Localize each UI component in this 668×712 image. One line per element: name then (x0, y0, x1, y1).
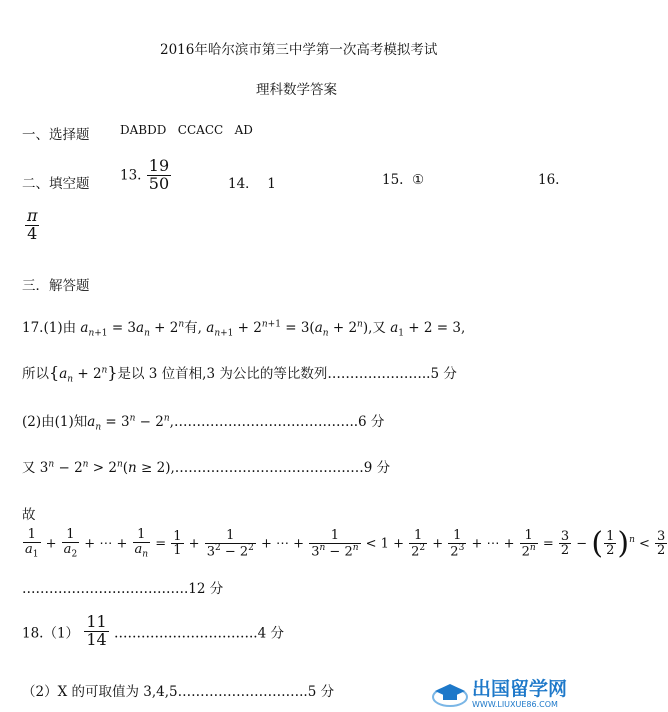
q17-l3-suffix: ,…………………………………..6 分 (169, 414, 385, 430)
q18-l1-prefix: 18.（1） (22, 625, 80, 642)
q16-denominator: 4 (27, 223, 38, 243)
sec1-answers: DABDD CCACC AD (120, 123, 253, 137)
sec3-heading: 三．解答题 (22, 278, 90, 294)
graduation-cap-icon (432, 681, 468, 707)
doc-subtitle: 理科数学答案 (256, 82, 337, 98)
q13-answer (120, 158, 172, 193)
q14-answer: 14． 1 (228, 176, 276, 192)
q17-line1: 17.(1)由 $a_{n+1} = 3a_n + 2^n$有, $a_{n+1} + 2^{n+1} = 3(a_n + 2^n)$,又 $a_1 + 2 = 3$, (22, 319, 466, 339)
q13-label: 13. (120, 167, 142, 184)
q13-numerator: 19 (148, 156, 170, 175)
doc-title: 2016年哈尔滨市第三中学第一次高考模拟考试 (160, 42, 438, 58)
q16-fraction (25, 208, 40, 243)
q18-fraction (84, 614, 108, 649)
q18-line1 (22, 614, 284, 649)
q17-l3-prefix: (2)由(1)知 (22, 414, 88, 430)
q17-l4-prefix: 又 (22, 460, 36, 476)
q17-l1-mid: 有, (184, 320, 202, 336)
sec2-heading: 二、填空题 (22, 176, 90, 192)
q17-line3: (2)由(1)知$a_n = 3^n$ − $2^n,\dots\dots\dots\dots\dots\dots\dots\dots\dots\dots\dots\dots\dots..6$ 分 (22, 413, 385, 433)
q17-line4: 又 $3^n - 2^n > 2^n(n$ ≥ 2),……………………………………9 分 (22, 459, 391, 476)
watermark-logo (432, 678, 592, 710)
q17-line6-tail: ……………………………….12 分 (22, 581, 224, 597)
q17-l2-prefix: 所以 (22, 366, 49, 382)
sec1-heading: 一、选择题 (22, 127, 90, 143)
q17-l2-suffix: 是以 3 位首相,3 为公比的等比数列…………………..5 分 (117, 366, 457, 382)
q18-numerator: 11 (86, 612, 107, 631)
q16-answer (24, 208, 41, 243)
q17-inequality: $\frac{1}{a_1}$ + $\frac{1}{a_2}$ + ⋯ + $\frac{1}{a_n}$ = $\frac{1}{1}$ + $\frac{1}{3^2 - 2^2}$ + ⋯ + $\frac{1}{3^n - 2^n}$ < 1 + $\frac{1}{2^2}$ + $\frac{1}{2^3}$ + ⋯ + $\frac{1}{2^n}$ = $\frac{3}{2}$ − ( $\frac{1}{2}$ )$^n$ < $\frac{3}{2}$ (25, 525, 666, 561)
q18-l1-suffix: …………………………..4 分 (114, 625, 284, 642)
watermark-text: 出国留学网 (472, 677, 568, 700)
q13-denominator: 50 (148, 173, 170, 193)
watermark-url: WWW.LIUXUE86.COM (472, 699, 558, 709)
q17-line5: 故 (22, 507, 36, 523)
q17-line2: 所以$\{a_n + 2^n\}$是以 3 位首相,3 为公比的等比数列…………………..5 分 (22, 363, 457, 385)
q16-numerator: π (27, 206, 38, 225)
q13-fraction (147, 158, 171, 193)
q17-l1-mid2: ,又 (368, 320, 386, 336)
q18-line2: （2）X 的可取值为 3,4,5………………………..5 分 (22, 684, 335, 700)
q17-l1-prefix: 17.(1)由 (22, 320, 77, 336)
q17-l4-suffix: ,……………………………………9 分 (170, 460, 391, 476)
q16-label: 16. (538, 172, 560, 188)
q18-denominator: 14 (86, 629, 107, 649)
q15-answer: 15. ① (382, 172, 425, 188)
